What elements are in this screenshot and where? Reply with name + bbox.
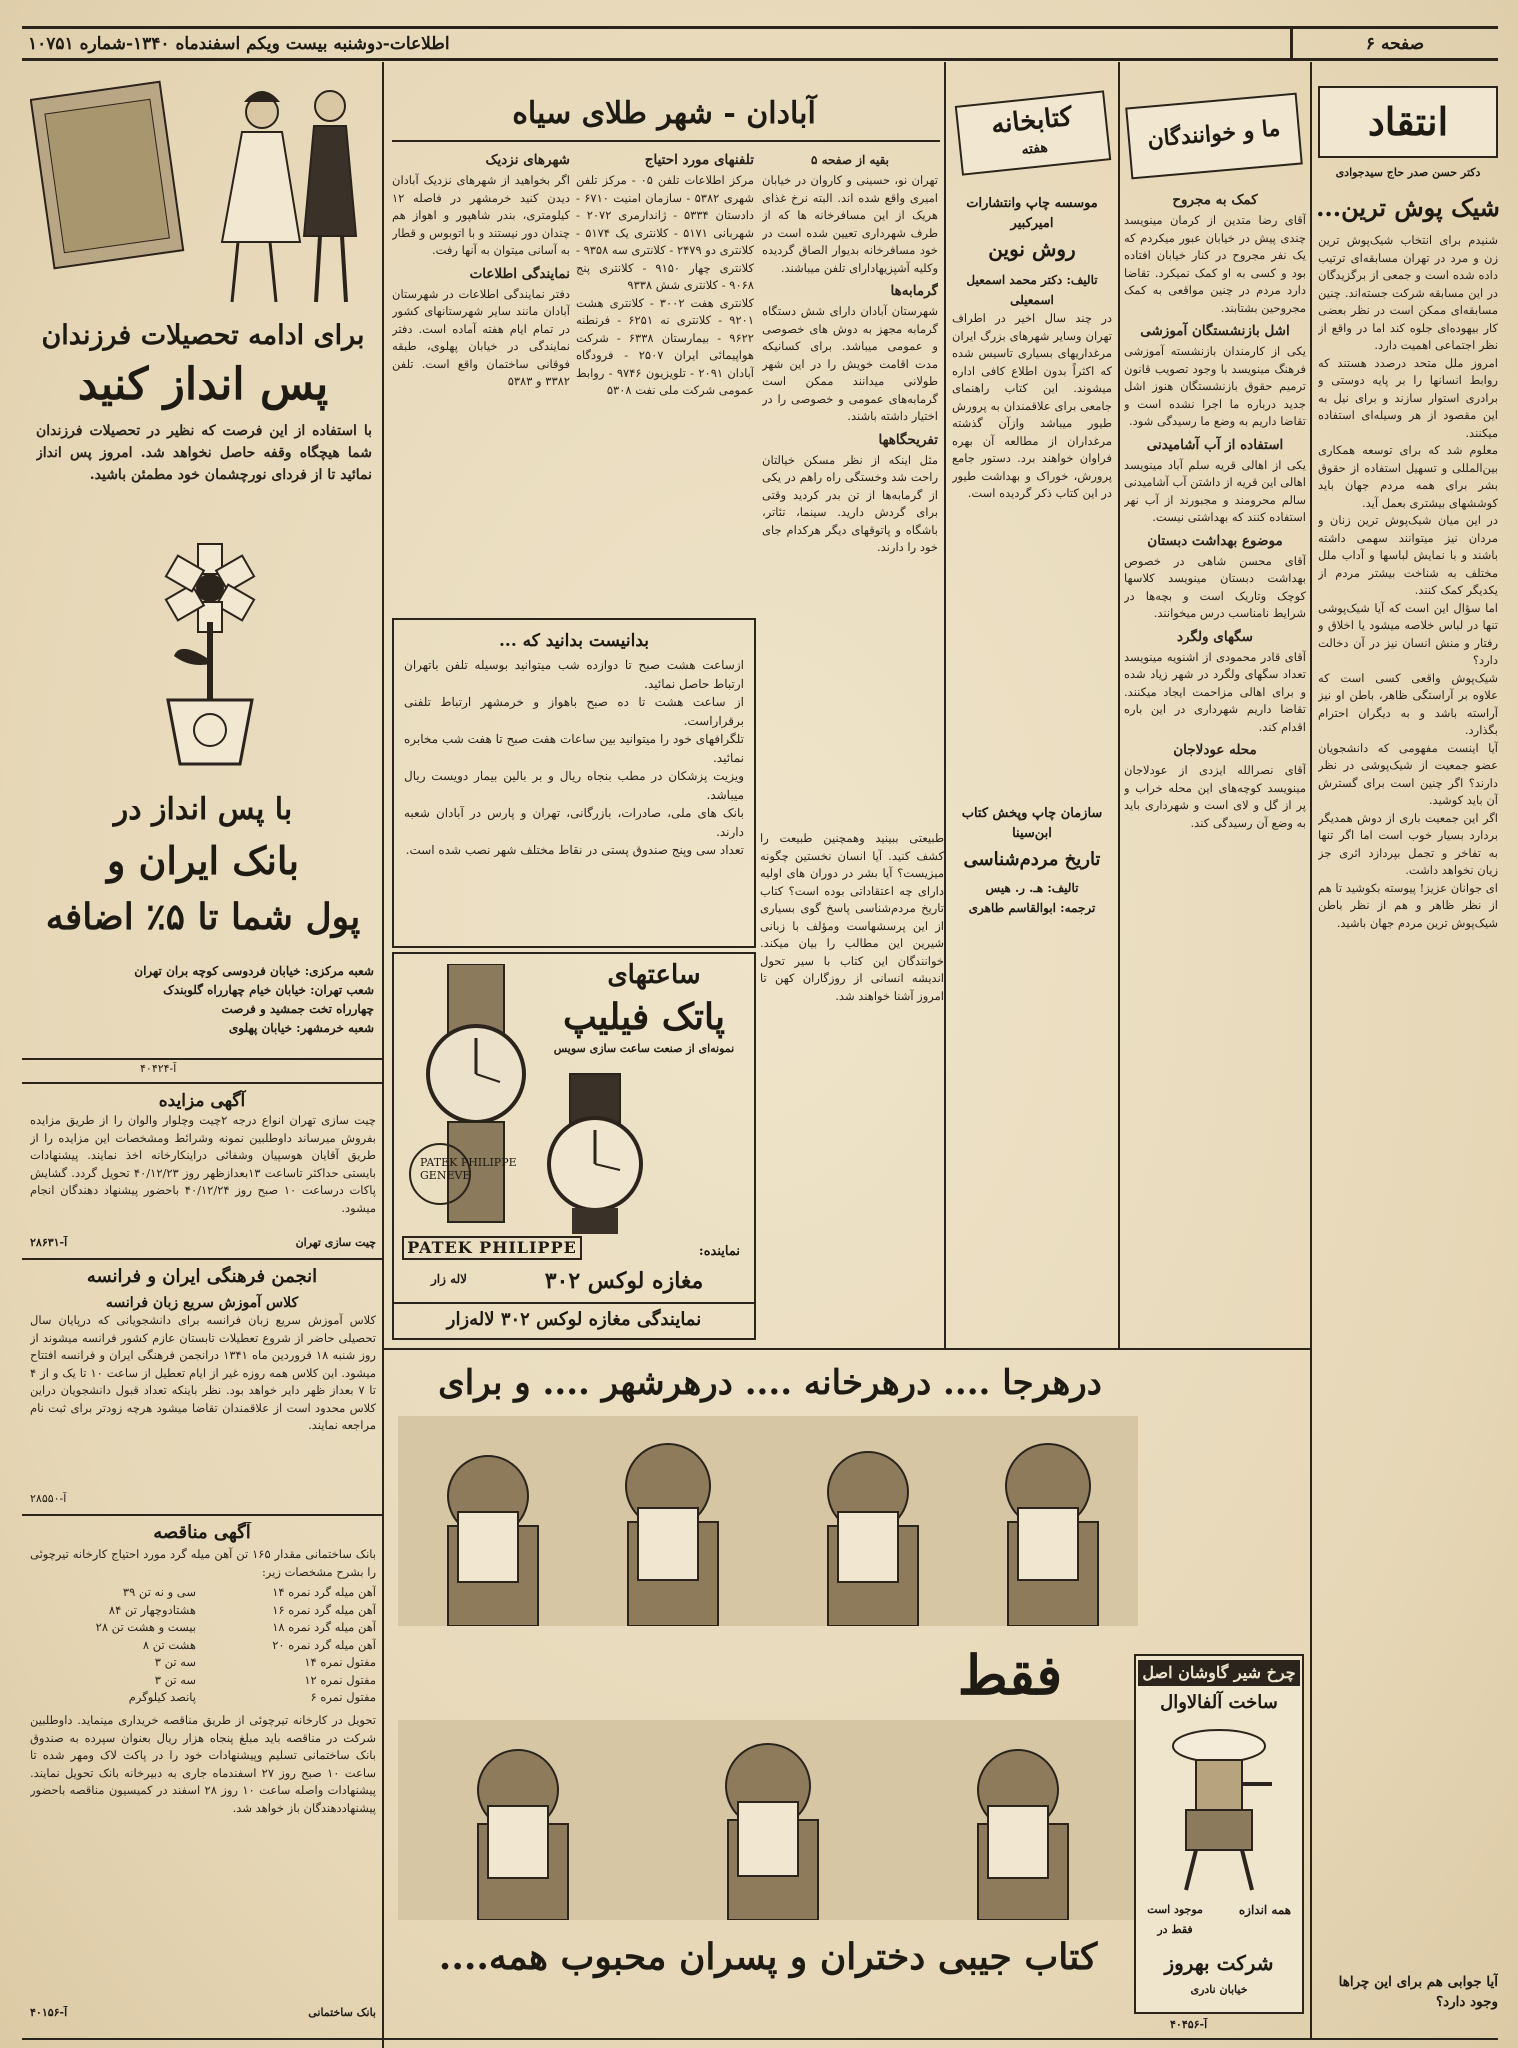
column-rule-3: [1310, 62, 1312, 2040]
reader-letter-head: استفاده از آب آشامیدنی: [1146, 436, 1284, 453]
tender-sign: بانک ساختمانی: [308, 2006, 376, 2019]
students-illustration: [30, 72, 375, 312]
books-badge-sub: هفته: [1020, 139, 1049, 159]
critique-paragraph: اگر این جمعیت باری از دوش همدیگر بردارد بسیار خوب است اما اگر تنها به تفاخر و تجمل بپردازد اثری جز زیان نخواهد داشت.: [1318, 810, 1498, 877]
header-rule-top: [22, 26, 1498, 29]
abadan-section-text: دفتر نمایندگی اطلاعات در شهرستان آبادان مانند سایر شهرستانهای کشور در تمام ایام هفته آماده است. دفتر نمایندگی در خیابان پهلوی، طبقه فوقانی ساختمان واقع است. تلفن ۳۳۸۲ و ۵۳۸۳: [392, 286, 570, 388]
milk-size-label: همه اندازه: [1238, 1903, 1292, 1917]
did-you-know-item: تلگرافهای خود را میتوانید بین ساعات هفت صبح تا هفت شب مخابره نمائید.: [404, 732, 744, 765]
column-rule-4: [944, 62, 946, 1348]
children-reading-photo-top: [398, 1416, 1138, 1626]
tender-qty: سه تن ۳: [154, 1672, 196, 1687]
auction-sign: چیت سازی تهران: [295, 1236, 376, 1249]
milk-separator-ad: [1134, 1654, 1304, 2014]
reader-letter-text: آقای محسن شاهی در خصوص بهداشت دبستان مینویسد کلاسها کوچک وتاریک است و بچه‌ها در شرایط نامناسب درس میخوانند.: [1124, 553, 1306, 620]
reader-letter-text: یکی از اهالی قریه سلم آباد مینویسد اهالی این قریه از داشتن آب آشامیدنی سالم محرومند و مجبورند از آب نهر استفاده کنند که بهداشتی نیست.: [1124, 457, 1306, 524]
milk-title-1: چرخ شیر گاوشان اصل: [1138, 1660, 1300, 1686]
tender-footer: [30, 2006, 376, 2026]
header-issue-line: اطلاعات-دوشنبه بیست ویکم اسفندماه ۱۳۴۰-شماره ۱۰۷۵۱: [28, 34, 450, 54]
abadan-section-text: شهرستان آبادان دارای شش دستگاه گرمابه مجهز به دوش های خصوصی و عمومی میباشد. برای کسانیکه مدت اقامت خویش را در این شهر طولانی میدانند ممکن است گرمابه‌های عمومی و خصوصی را در اختیار داشته باشند.: [762, 304, 938, 423]
rule-auction-start: [22, 1082, 382, 1084]
did-you-know-box: [392, 618, 756, 948]
did-you-know-item: ازساعت هشت صبح تا دوازده شب میتوانید بوسیله تلفن باتهران ارتباط حاصل نمائید.: [404, 658, 744, 691]
auction-title: آگهی مزایده: [158, 1091, 246, 1111]
auction-body: چیت سازی تهران انواع درجه ۲چیت وچلوار والوان را از طریق مزایده بفروش میرساند داوطلبین نمونه وشرائط ومشخصات این مزایده را از طریق آقایان هوسپیان وشفائی دراینکارخانه اخذ نمایند. پیشنهادات بایستی حداکثر تاساعت ۱۳بعدازظهر روز ۴۰/۱۲/۲۳ تحویل گردد. گشایش پاکات درساعت ۱۰ صبح روز ۴۰/۱۲/۲۴ باحضور پیشنهاد دهندگان انجام میشود.: [30, 1113, 376, 1215]
abadan-col-1: [762, 146, 938, 626]
watch-footer-rule: [394, 1302, 754, 1304]
critique-badge: [1318, 86, 1498, 158]
bank-branch: شعبه مرکزی: خیابان فردوسی کوچه بران تهران: [134, 964, 374, 978]
bank-rate: پول شما تا ۵٪ اضافه: [45, 896, 361, 938]
did-you-know-item: تعداد سی وپنج صندوق پستی در نقاط مختلف شهر نصب شده است.: [405, 843, 744, 857]
tender-qty: پانصد کیلوگرم: [128, 1690, 196, 1704]
reader-letter-head: محله عودلاجان: [1173, 742, 1257, 758]
tender-items-left: [30, 1584, 196, 1708]
reader-letter-text: آقای نصرالله ایزدی از عودلاجان مینویسد کوچه‌های این محله خراب و پر از گل و لای است و شهرداری باید به وضع آن رسیدگی کند.: [1124, 763, 1306, 830]
watch-title-1: ساعتهای: [607, 960, 701, 990]
bank-ad-code: آ-۴۰۴۲۴: [140, 1062, 177, 1075]
kids-ad-footer: کتاب جیبی دختران و پسران محبوب همه....: [438, 1936, 1098, 1978]
did-you-know-item: از ساعت هشت تا ده صبح باهواز و خرمشهر ارتباط تلفنی برقراراست.: [404, 695, 744, 728]
rule-bank-end: [22, 1058, 382, 1060]
header-page-number: صفحه ۶: [1365, 34, 1425, 54]
milk-title-2: ساخت آلفالاوال: [1160, 1692, 1278, 1713]
tender-intro: بانک ساختمانی مقدار ۱۶۵ تن آهن میله گرد مورد احتیاج کارخانه تیرچوئی را بشرح مشخصات زیر:: [30, 1547, 376, 1579]
milk-only-at: فقط در: [1157, 1923, 1193, 1936]
critique-author: دکتر حسن صدر حاج سیدجوادی: [1335, 166, 1481, 179]
watch-dial-city: GENEVE: [420, 1169, 471, 1182]
watch-title-2: پاتک فیلیپ: [563, 996, 725, 1038]
abadan-col-2: [576, 146, 754, 626]
abadan-section-head: تلفنهای مورد احتیاج: [644, 152, 754, 168]
critique-body: [1318, 232, 1498, 1848]
watch-dial-brand: PATEK PHILIPPE: [420, 1156, 517, 1169]
book-1-publisher: موسسه چاپ وانتشارات امیرکبیر: [966, 196, 1098, 231]
did-you-know-item: بانک های ملی، صادرات، بازرگانی، تهران و پارس در آبادان شعبه دارند.: [404, 806, 744, 839]
auction-code: آ-۲۸۶۳۱: [30, 1236, 68, 1249]
bank-ad-body: با استفاده از این فرصت که نظیر در تحصیلات فرزندان شما هیچگاه وقفه حاصل نخواهد شد. امروز پس انداز نمائید تا از فردای نورچشمان خود مطمئن باشید.: [36, 423, 372, 483]
reader-letter-head: کمک به مجروح: [1172, 192, 1258, 208]
did-you-know-title: بدانیست بدانید که ...: [499, 631, 649, 651]
bank-name: بانک ایران و: [106, 838, 300, 883]
header-divider: [1290, 29, 1293, 59]
critique-badge-title: انتقاد: [1367, 99, 1449, 144]
book-1-author: تالیف: دکتر محمد اسمعیل اسمعیلی: [966, 273, 1098, 307]
tender-item: مفتول نمره ۱۲: [304, 1672, 376, 1687]
watch-agent-street: لاله زار: [430, 1272, 468, 1286]
watch-agent-label: نماینده:: [698, 1244, 740, 1259]
readers-badge: [1125, 93, 1303, 180]
header-rule-bottom: [22, 58, 1498, 61]
french-subtitle: کلاس آموزش سریع زبان فرانسه: [105, 1295, 299, 1311]
tender-qty: سه تن ۳: [154, 1655, 196, 1669]
readers-badge-title: ما و خوانندگان: [1146, 115, 1282, 153]
abadan-continued: بقیه از صفحه ۵: [810, 153, 890, 167]
book-1-title: روش نوین: [988, 237, 1076, 261]
book-2-title: تاریخ مردم‌شناسی: [963, 849, 1101, 870]
critique-paragraph: آیا اینست مفهومی که دانشجویان عضو جمعیت از شیک‌پوشی در نظر دارند؟ اگر چنین است برای گسترش آن باید کوشید.: [1318, 740, 1498, 807]
books-badge-title: کتابخانه: [989, 101, 1074, 141]
watches-illustration: [400, 964, 740, 1234]
book-2-author: تالیف: هـ. ر. هیس: [985, 881, 1079, 895]
critique-paragraph: در این میان شیک‌پوش ترین زنان و مردان نیز میتوانند سهمی داشته باشند و با نمایش لباسها و آداب ملل مختلف به شناخت بیشتر مردم از یکدیگر کمک کنند.: [1318, 513, 1498, 597]
watch-dial-logo: [420, 1156, 517, 1182]
abadan-title-rule: [392, 140, 940, 142]
reader-letter-text: آقای قادر محمودی از اشنویه مینویسد تعداد سگهای ولگرد در شهر زیاد شده و برای اهالی مزاحمت ایجاد میکنند. تقاضا داریم شهرداری در این باره اقدام کند.: [1124, 649, 1306, 734]
abadan-intro: تهران نو، حسینی و کاروان در خیابان امیری واقع شده اند. البته نرخ غذای هریک از این مسافرخانه ها که از طرف شهرداری تعیین شده است در خود مسافرخانه بدیوار الصاق گردیده وکلیه آشپزیهادارای تلفن میباشند.: [762, 173, 938, 275]
children-reading-photo-bottom: [398, 1720, 1138, 1920]
abadan-section-text: مثل اینکه از نظر مسکن خیالتان راحت شد وخستگی راه راهم در یکی از گرمابه‌ها از تن بدر کردید وقتی برای گردش دارید. سینما، تئاتر، باشگاه و پاتوقهای دیگر هرکدام جای خود را دارند.: [762, 452, 938, 554]
abadan-section-text: کلانتری هفت ۳۰۰۲ - کلانتری هشت ۹۲۰۱ - کلانتری نه ۶۲۵۱ - فرنطنه ۹۶۲۲ - بیمارستان ۶۳۳۸ - شرکت هواپیمائی ایران ۲۵۰۷ - فرودگاه آبادان ۲۰۹۱ - تلویزیون ۹۷۴۶ - روابط عمومی شرکت ملی نفت ۵۳۰۸: [576, 295, 754, 397]
column-rule-1: [382, 62, 384, 2048]
critique-paragraph: شنیدم برای انتخاب شیک‌پوش ترین زن و مرد در تهران مسابقه‌ای ترتیب داده شده است و جمعی از برگزیدگان در این مسابقه شرکت جسته‌اند. چنین مسابقه‌ای ممکن است در نظر بعضی کار بیهوده‌ای جلوه کند اما در واقع از نظر اجتماعی اهمیت دارد.: [1318, 233, 1498, 352]
tender-qty: هشت تن ۸: [142, 1637, 196, 1652]
page-bottom-rule: [22, 2038, 1498, 2040]
tender-item: مفتول نمره ۱۴: [304, 1655, 376, 1669]
tender-body: تحویل در کارخانه تیرچوئی از طریق مناقصه خریداری مینماید. داوطلبین شرکت در مناقصه باید مبلغ پنجاه هزار ریال بعنوان سپرده به صندوق بانک ساختمانی تسلیم وپیشنهادات خود را در پاکت لاک ومهر شده تا ساعت ۱۰ صبح روز ۲۷ اسفندماه جاری به دبیرخانه بانک تحویل نمایند. پیشنهادات واصله ساعت ۱۰ روز ۲۸ اسفند در کمیسیون مناقصه باحضور پیشنهاددهندگان باز خواهد شد.: [30, 1713, 376, 1815]
watch-tagline: نمونه‌ای از صنعت ساعت سازی سویس: [553, 1042, 735, 1055]
bank-branch: چهارراه تخت جمشید و فرصت: [221, 1002, 374, 1016]
abadan-section-head: نمایندگی اطلاعات: [469, 265, 570, 282]
tender-item: آهن میله گرد نمره ۱۸: [272, 1620, 376, 1634]
abadan-section-text: اگر بخواهید از شهرهای نزدیک آبادان دیدن کنید خرمشهر در فاصله ۱۲ کیلومتری، بندر شاهپور و اهواز هم چندان دور نیستند و با اتوبوس و قطار به آسانی میتوان به آنها رفت.: [392, 173, 570, 257]
did-you-know-list: [404, 656, 744, 940]
abadan-section-head: گرمابه‌ها: [890, 283, 938, 299]
critique-paragraph: معلوم شد که برای توسعه همکاری بین‌المللی و تسهیل استفاده از حقوق بشر برای همه مردم جهان باید کوششهای بیشتری بعمل آید.: [1318, 443, 1498, 510]
reader-letter-head: موضوع بهداشت دبستان: [1147, 532, 1283, 549]
milk-company: شرکت بهروز: [1164, 1951, 1274, 1975]
french-body: کلاس آموزش سریع زبان فرانسه برای دانشجویانی که درپایان سال تحصیلی حاضر از شروع تعطیلات تابستان عازم کشور فرانسه میشوند از روز شنبه ۱۸ فروردین ماه ۱۳۴۱ درانجمن فرهنگی ایران و فرانسه افتتاح میشود. این کلاس همه روزه غیر از ایام تعطیل از ساعت ۱۰ تا یک و از ۴ تا ۷ بعداز ظهر دایر خواهد بود. نظر باینکه تعداد قبول دانشجویان دراین کلاس محدود است از علاقمندان تقاضا میشود هرچه زودتر برای ثبت نام مراجعه نمایند.: [30, 1313, 376, 1432]
tender-item: آهن میله گرد نمره ۱۴: [272, 1585, 376, 1599]
abadan-section-head: تفریحگاهها: [878, 431, 938, 448]
abadan-col-3: [392, 146, 570, 614]
bank-branch: شعب تهران: خیابان خیام چهارراه گلوبندک: [163, 983, 374, 997]
rule-kids-ad-top: [384, 1348, 1310, 1350]
reader-letter-head: اشل بازنشستگان آموزشی: [1140, 323, 1290, 339]
book-2-translator: ترجمه: ابوالقاسم طاهری: [968, 901, 1096, 915]
book-2-publisher: سازمان چاپ وپخش کتاب ابن‌سینا: [961, 806, 1103, 841]
books-badge: [955, 90, 1111, 175]
book-2-body: طبیعتی ببینید وهمچنین طبیعت را کشف کنید. آیا انسان نخستین چگونه میزیست؟ آیا بشر در دوران های اولیه دارای چه اعتقاداتی بوده است؟ کتاب تاریخ مردم‌شناسی پاسخ گوی بسیاری از این پرسشهاست ومؤلف با زبانی شیرین این مطالب را بیان میکند. خوانندگان این کتاب با سیر تحول اندیشه انسانی از روزگاران کهن تا امروز آشنا خواهند شد.: [760, 831, 944, 1003]
auction-footer: [30, 1236, 376, 1254]
tender-item: مفتول نمره ۶: [310, 1690, 376, 1704]
kids-ad-headline: درهرجا .... درهرخانه .... درهرشهر .... و برای: [438, 1363, 1102, 1403]
french-title: انجمن فرهنگی ایران و فرانسه: [86, 1266, 318, 1287]
tender-title: آگهی مناقصه: [153, 1522, 251, 1543]
abadan-section-text: مرکز اطلاعات تلفن ۰۵ - مرکز تلفن شهری ۵۳۸۲ - سازمان امنیت ۶۷۱۰ - دادستان ۵۳۳۴ - ژاندارمری ۲۰۷۲ - شهربانی ۵۱۷۱ - کلانتری یک ۵۱۷۴ - کلانتری دو ۲۴۷۹ - کلانتری سه ۹۳۵۸ - کلانتری چهار ۹۱۵۰ - کلانتری پنج ۹۰۶۸ - کلانتری شش ۹۳۳۸: [576, 173, 754, 292]
milk-street: خیابان نادری: [1190, 1983, 1248, 1996]
critique-paragraph: امروز ملل متحد درصدد هستند که روابط انسانها را بر پایه دوستی و برادری استوار سازند و برای نیل به این مقصود از هر وسیله‌ای استفاده میکنند.: [1318, 355, 1498, 440]
tender-item: آهن میله گرد نمره ۲۰: [272, 1637, 376, 1652]
tender-qty: هشتادوچهار تن ۸۴: [108, 1602, 196, 1617]
bank-branch-list: [34, 962, 374, 1052]
book-1-body: در چند سال اخیر در اطراف تهران وسایر شهرهای بزرگ ایران مرغداریهای بسیاری تاسیس شده که اکثراً بدون اطلاع کافی اداره میشوند. این کتاب راهنمای جامعی برای علاقمندان به پرورش طیور میباشد وازآن گذشته مرغداران از مطالعه آن بهره فراوان خواهند برد. دستور جامع پرورش، خوراک و بهداشت طیور در این کتاب ذکر گردیده است.: [952, 311, 1112, 500]
bank-branch: شعبه خرمشهر: خیابان پهلوی: [228, 1021, 374, 1035]
tender-qty: بیست و هشت تن ۲۸: [95, 1620, 196, 1634]
bank-ad-lead: با پس انداز در: [113, 792, 293, 827]
reader-letter-head: سگهای ولگرد: [1177, 628, 1253, 645]
tender-item: آهن میله گرد نمره ۱۶: [272, 1602, 376, 1617]
milk-separator-illustration: [1156, 1724, 1282, 1894]
critique-paragraph: شیک‌پوش واقعی کسی است که علاوه بر آراستگی ظاهر، باطن او نیز آراسته باشد و به دیگران احترام بگذارد.: [1318, 670, 1498, 737]
readers-letters: [1124, 186, 1306, 1346]
watch-brand-plate: PATEK PHILIPPE: [402, 1236, 582, 1260]
tender-code: آ-۴۰۱۵۶: [30, 2006, 68, 2019]
bank-ad-headline-2: پس انداز کنید: [77, 359, 329, 410]
critique-paragraph: اما سؤال این است که آیا شیک‌پوشی تنها در لباس خلاصه میشود یا اخلاق و رفتار و منش انسان نیز در آن دخالت دارد؟: [1318, 600, 1498, 667]
abadan-section-head: شهرهای نزدیک: [485, 152, 570, 168]
watch-footer: نمایندگی مغازه لوکس ۳۰۲ لاله‌زار: [446, 1309, 702, 1330]
critique-closing: آیا جوابی هم برای این چراها وجود دارد؟: [1338, 1974, 1498, 2010]
reader-letter-text: آقای رضا متدین از کرمان مینویسد چندی پیش در خیابان عبور میکردم که یک نفر مجروح در کنار خیابان افتاده بود و کسی به او کمک نمیکرد. تقاضا دارد مردم در چنین مواقعی به کمک مجروحین بشتابند.: [1124, 213, 1306, 315]
milk-stock: موجود است: [1147, 1903, 1203, 1916]
flower-pot-icon: [150, 540, 270, 770]
bank-ad-headline-1: برای ادامه تحصیلات فرزندان: [41, 320, 365, 351]
tender-qty: سی و نه تن ۳۹: [122, 1585, 196, 1599]
critique-title: شیک پوش ترین...: [1316, 193, 1500, 222]
rule-french-start: [22, 1258, 382, 1260]
tender-items-right: [200, 1584, 376, 1708]
patek-philippe-ad: [392, 952, 756, 1340]
reader-letter-text: یکی از کارمندان بازنشسته آموزشی فرهنگ مینویسد با وجود تصویب قانون ترمیم حقوق بازنشستگان هنوز اشل جدید درباره ما اجرا نشده است و تقاضا داریم به وضع ما رسیدگی شود.: [1124, 344, 1306, 428]
column-rule-2: [1118, 62, 1120, 1348]
milk-code: آ-۴۰۴۵۶: [1170, 2018, 1208, 2031]
kids-ad-only: فقط: [957, 1643, 1063, 1707]
critique-paragraph: ای جوانان عزیز! پیوسته بکوشید تا هم از نظر ظاهر و هم از نظر باطن شیک‌پوش ترین مردم جهان باشید.: [1318, 880, 1498, 930]
did-you-know-item: ویزیت پزشکان در مطب بنجاه ریال و بر بالین بیمار دویست ریال میباشد.: [404, 769, 744, 802]
watch-agent: مغازه لوکس ۳۰۲: [544, 1268, 704, 1294]
rule-tender-start: [22, 1514, 382, 1516]
abadan-title: آبادان - شهر طلای سیاه: [512, 96, 816, 131]
french-code: آ-۲۸۵۵۰: [30, 1492, 67, 1505]
